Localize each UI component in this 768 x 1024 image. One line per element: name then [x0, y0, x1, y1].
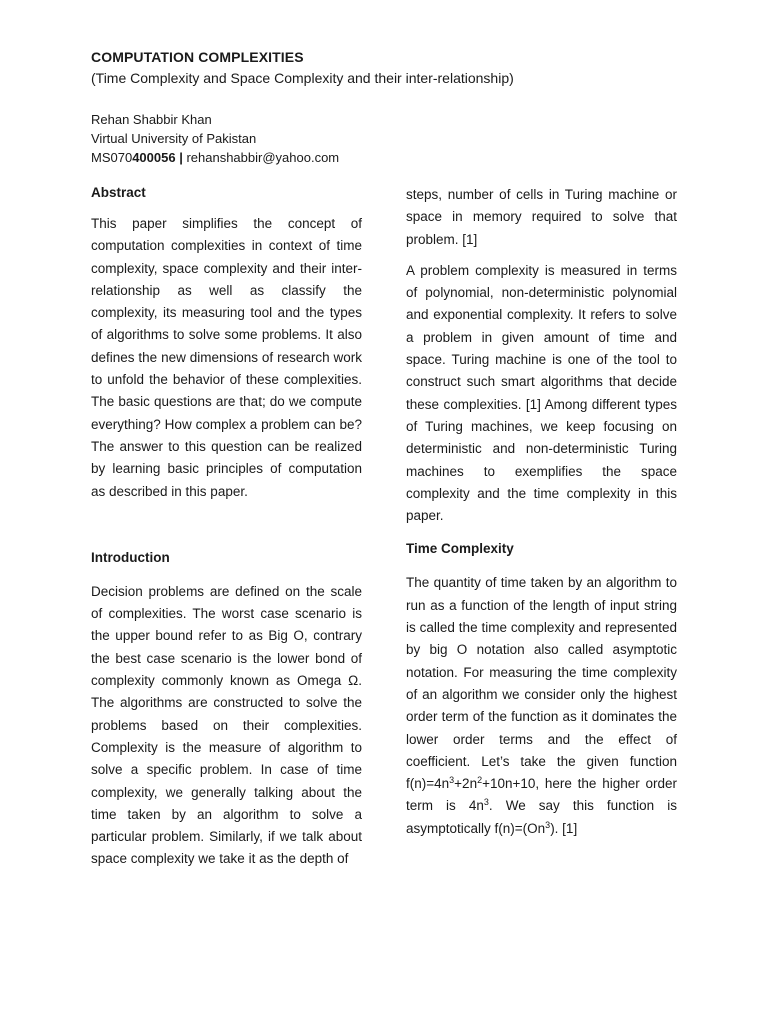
- formula-part-1: f(n)=4n: [406, 776, 450, 792]
- asymptotic-suffix: ). [1]: [550, 820, 578, 836]
- time-complexity-text: [406, 572, 677, 840]
- time-text-before: The quantity of time taken by an algorithm to run as a function of the length of input string is called the time complexity and represented by big O notation also called asymptotic notation. For measuring the time complexity of an algorithm we consider only the highest order term of the function as it dominates the lower order terms and the effect of coefficient. Let’s take the given function: [406, 575, 677, 769]
- higher-term-exponent: 3: [483, 797, 489, 808]
- formula-exponent-2: 2: [477, 775, 483, 786]
- author-id-bold: 400056 |: [132, 150, 183, 165]
- introduction-paragraph-2: A problem complexity is measured in terms of polynomial, non-deterministic polynomial and exponential complexity. It refers to solve a problem in given amount of time and space. Turing machine is one of the tool to construct such smart algorithms that decide these complexities. [1] Among different types of Turing machines, we keep focusing on deterministic and non-deterministic Turing machines to exemplifies the space complexity and the time complexity in this paper.: [406, 262, 677, 524]
- formula-exponent-1: 3: [449, 775, 455, 786]
- author-email: rehanshabbir@yahoo.com: [182, 150, 340, 165]
- author-id-prefix: MS070: [91, 150, 133, 165]
- paper-subtitle: (Time Complexity and Space Complexity and their inter-relationship): [91, 70, 514, 86]
- author-affiliation: Virtual University of Pakistan: [91, 131, 257, 146]
- formula-part-3: +10n+10: [482, 776, 536, 792]
- time-text-mid: , here the higher order term is: [406, 776, 677, 814]
- abstract-heading: Abstract: [91, 185, 146, 200]
- author-name: Rehan Shabbir Khan: [91, 112, 212, 127]
- right-column: [406, 184, 677, 840]
- asymptotic-exponent: 3: [545, 819, 551, 830]
- introduction-continuation: steps, number of cells in Turing machine or space in memory required to solve that problem. [1]: [406, 187, 677, 247]
- author-contact: [91, 148, 339, 167]
- formula-part-2: +2n: [454, 776, 478, 792]
- higher-term: 4n: [468, 798, 484, 814]
- time-complexity-heading: Time Complexity: [406, 541, 514, 557]
- formula: [406, 776, 535, 791]
- left-column: [91, 184, 362, 871]
- introduction-text: Decision problems are defined on the scale of complexities. The worst case scenario is the upper bound refer to as Big O, contrary the best case scenario is the lower bond of complexity commonly known as Omega Ω. The algorithms are constructed to solve the problems based on their complexities. Complexity is the measure of algorithm to solve a specific problem. In case of time complexity, we generally talking about the time taken by an algorithm to solve a particular problem. Similarly, if we talk about space complexity we take it as the depth of: [91, 583, 362, 867]
- paper-title: COMPUTATION COMPLEXITIES: [91, 49, 304, 65]
- abstract-text: This paper simplifies the concept of computation complexities in context of time complexity, space complexity and their inter-relationship as well as classify the complexity, its measuring tool and the types of algorithms to solve some problems. It also defines the new dimensions of research work to unfold the behavior of these complexities. The basic questions are that; do we compute everything? How complex a problem can be? The answer to this question can be realized by learning basic principles of computation as described in this paper.: [91, 216, 362, 499]
- introduction-heading: Introduction: [91, 549, 170, 565]
- asymptotic-prefix: f(n)=(On: [494, 820, 546, 836]
- time-text-after: . We say this function is asymptotically: [406, 798, 677, 836]
